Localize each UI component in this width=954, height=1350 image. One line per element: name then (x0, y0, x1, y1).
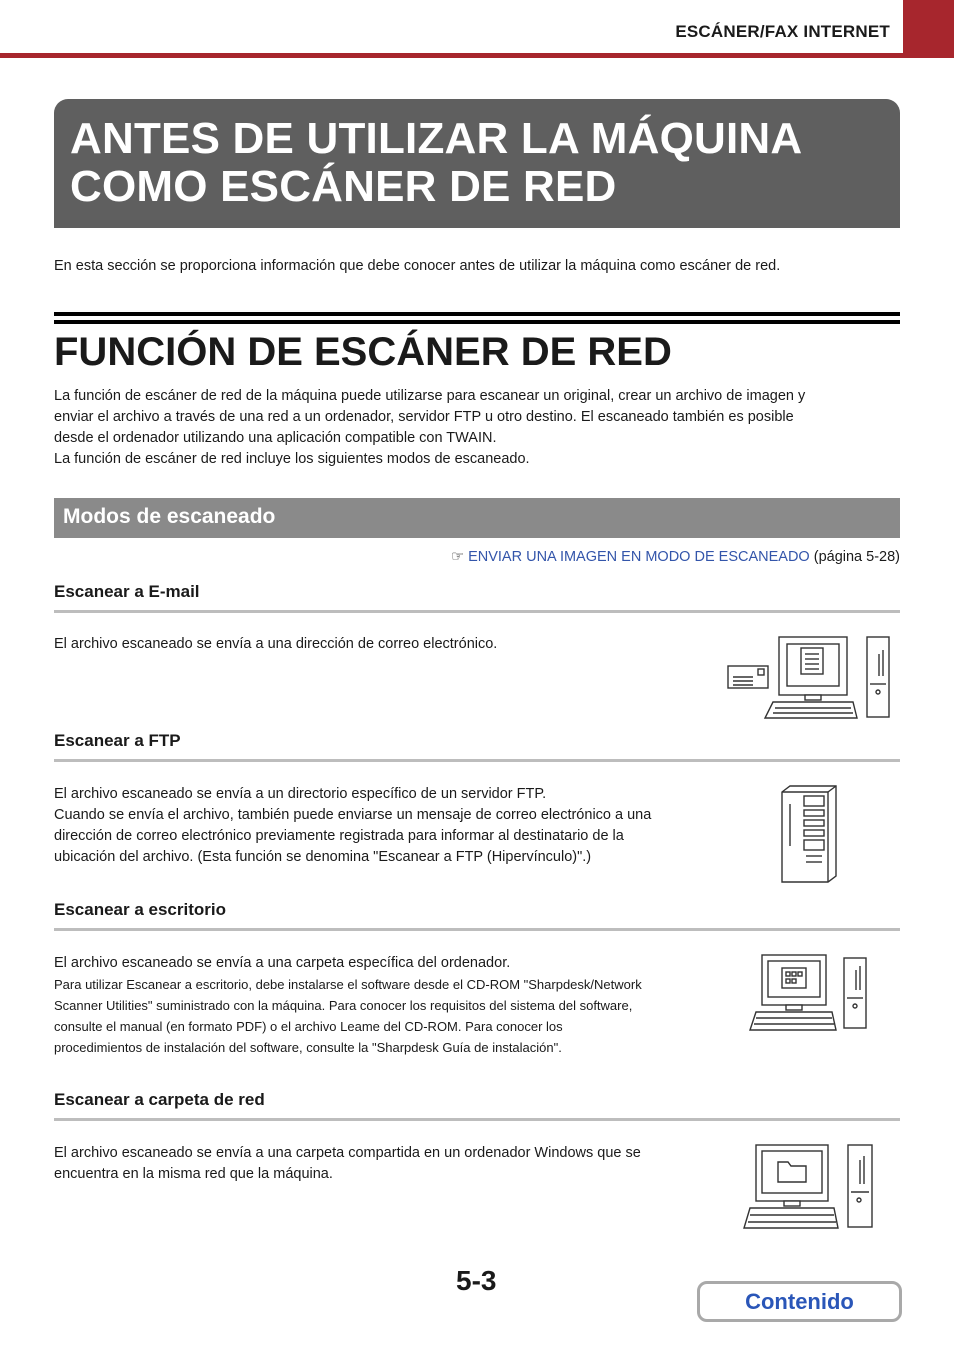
mode-text-line: El archivo escaneado se envía a un directorio específico de un servidor FTP. (54, 786, 547, 802)
page-title-line-2: COMO ESCÁNER DE RED (70, 162, 617, 211)
mode-title-network-folder: Escanear a carpeta de red (54, 1090, 265, 1109)
function-heading: FUNCIÓN DE ESCÁNER DE RED (54, 330, 672, 374)
mode-text-email: El archivo escaneado se envía a una dirección de correo electrónico. (54, 636, 498, 652)
server-tower-icon (778, 784, 840, 886)
mode-text-network-folder (54, 1143, 714, 1185)
mode-rule (54, 928, 900, 931)
mode-rule (54, 1118, 900, 1121)
page-number: 5-3 (456, 1265, 497, 1296)
mode-text-line: dirección de correo electrónico previamente registrada para informar al destinatario de la (54, 828, 624, 844)
page-title (70, 115, 890, 211)
modes-heading: Modos de escaneado (63, 505, 276, 528)
desktop-computer-icon (748, 952, 870, 1034)
heading-rule-bottom (54, 320, 900, 324)
intro-text: En esta sección se proporciona información que debe conocer antes de utilizar la máquina como escáner de red. (54, 258, 781, 274)
header-accent-block (903, 0, 954, 53)
mode-rule (54, 610, 900, 613)
reference-link[interactable]: ENVIAR UNA IMAGEN EN MODO DE ESCANEADO (468, 549, 810, 565)
email-computer-icon (725, 634, 893, 720)
mode-text-line: Cuando se envía el archivo, también puede enviarse un mensaje de correo electrónico a una (54, 807, 652, 823)
folder-computer-icon (742, 1142, 874, 1232)
page-title-line-1: ANTES DE UTILIZAR LA MÁQUINA (70, 114, 803, 163)
page-title-box (54, 99, 900, 228)
mode-text-desktop (54, 953, 714, 1058)
mode-title-desktop: Escanear a escritorio (54, 900, 226, 919)
mode-note-line: consulte el manual (en formato PDF) o el archivo Leame del CD-ROM. Para conocer los (54, 1019, 563, 1034)
mode-text-line: El archivo escaneado se envía a una carpeta compartida en un ordenador Windows que se (54, 1145, 641, 1161)
reference-link-row (451, 549, 900, 565)
function-paragraph-line: desde el ordenador utilizando una aplicación compatible con TWAIN. (54, 430, 497, 446)
pointing-hand-icon: ☞ (451, 549, 465, 565)
function-paragraph (54, 386, 900, 470)
mode-text-ftp (54, 784, 714, 868)
mode-text-line: El archivo escaneado se envía a una carpeta específica del ordenador. (54, 955, 511, 971)
function-paragraph-line: La función de escáner de red de la máquina puede utilizarse para escanear un original, crear un archivo de imagen y (54, 388, 806, 404)
mode-rule (54, 759, 900, 762)
mode-text-line: ubicación del archivo. (Esta función se denomina "Escanear a FTP (Hipervínculo)".) (54, 849, 592, 865)
modes-section-bar (54, 498, 900, 538)
mode-title-ftp: Escanear a FTP (54, 731, 181, 750)
contents-button[interactable]: Contenido (697, 1281, 902, 1322)
mode-note-line: procedimientos de instalación del software, consulte la "Sharpdesk Guía de instalación". (54, 1040, 562, 1055)
heading-rule-top (54, 312, 900, 316)
reference-page: (página 5-28) (813, 549, 900, 565)
header-section-label: ESCÁNER/FAX INTERNET (675, 22, 890, 41)
mode-note-line: Para utilizar Escanear a escritorio, debe instalarse el software desde el CD-ROM "Sharpdesk/Network (54, 977, 642, 992)
mode-title-email: Escanear a E-mail (54, 582, 200, 601)
function-paragraph-line: La función de escáner de red incluye los siguientes modos de escaneado. (54, 451, 530, 467)
mode-text-line: encuentra en la misma red que la máquina. (54, 1166, 333, 1182)
function-paragraph-line: enviar el archivo a través de una red a un ordenador, servidor FTP u otro destino. El escaneado también es posible (54, 409, 794, 425)
mode-note-line: Scanner Utilities" suministrado con la máquina. Para conocer los requisitos del sistema del software, (54, 998, 633, 1013)
header-accent-line (0, 53, 954, 58)
